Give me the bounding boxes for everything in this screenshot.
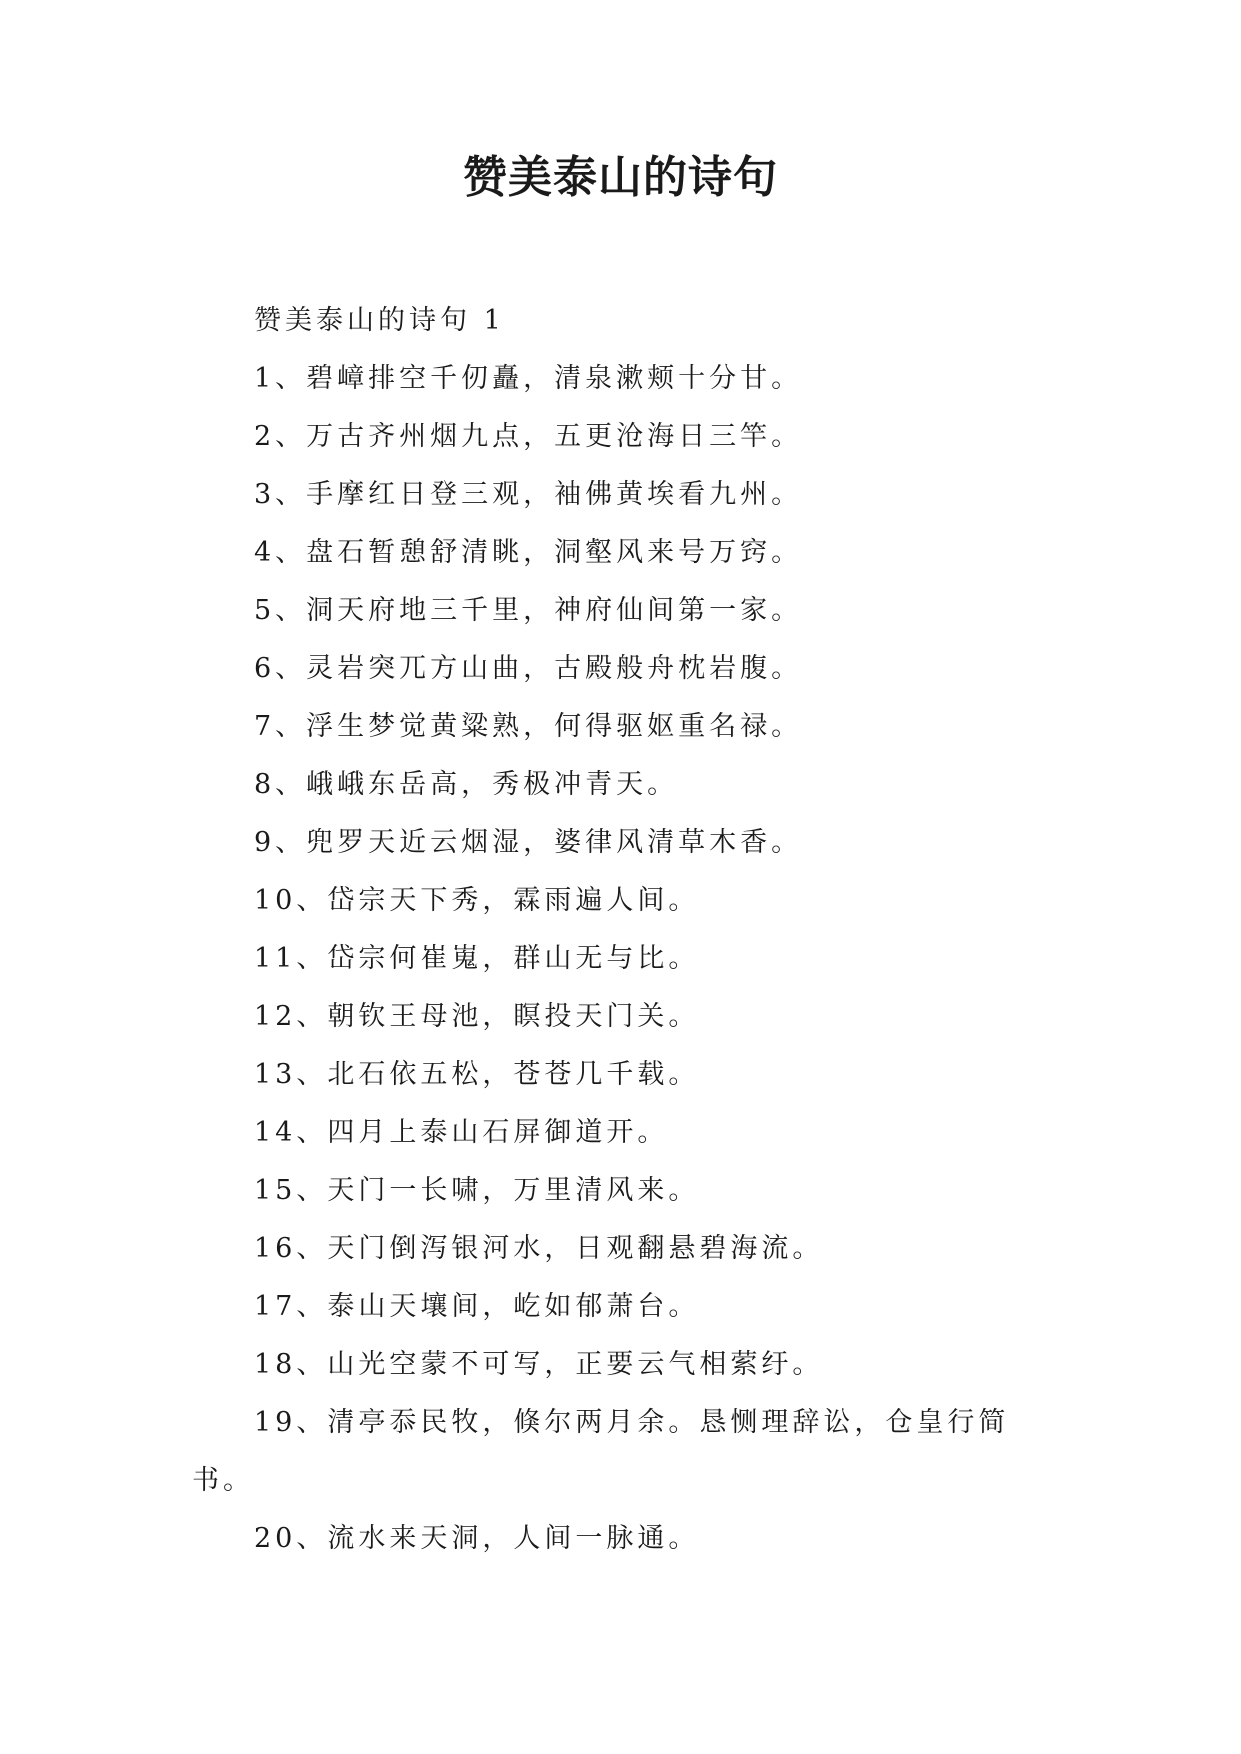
poem-line: 2、万古齐州烟九点，五更沧海日三竿。 bbox=[254, 421, 803, 452]
poem-line: 14、四月上泰山石屏御道开。 bbox=[254, 1117, 669, 1148]
document-body bbox=[192, 292, 1062, 1568]
poem-line: 15、天门一长啸，万里清风来。 bbox=[254, 1175, 700, 1206]
poem-line: 7、浮生梦觉黄粱熟，何得驱妪重名禄。 bbox=[254, 711, 803, 742]
poem-line: 11、岱宗何崔嵬，群山无与比。 bbox=[254, 943, 700, 974]
poem-line: 1、碧嶂排空千仞矗，清泉漱颊十分甘。 bbox=[254, 363, 803, 394]
poem-line: 3、手摩红日登三观，袖佛黄埃看九州。 bbox=[254, 479, 803, 510]
poem-line: 10、岱宗天下秀，霖雨遍人间。 bbox=[254, 885, 700, 916]
poem-line: 18、山光空蒙不可写，正要云气相萦纡。 bbox=[254, 1349, 824, 1380]
poem-line: 20、流水来天洞，人间一脉通。 bbox=[254, 1523, 700, 1554]
poem-line: 19、清亭忝民牧，倏尔两月余。恳恻理辞讼，仓皇行简书。 bbox=[192, 1407, 1010, 1496]
poem-line: 9、兜罗天近云烟湿，婆律风清草木香。 bbox=[254, 827, 803, 858]
poem-line: 4、盘石暂憩舒清眺，洞壑风来号万窍。 bbox=[254, 537, 803, 568]
poem-line: 6、灵岩突兀方山曲，古殿般舟枕岩腹。 bbox=[254, 653, 803, 684]
poem-line: 17、泰山天壤间，屹如郁萧台。 bbox=[254, 1291, 700, 1322]
poem-line: 8、峨峨东岳高，秀极冲青天。 bbox=[254, 769, 679, 800]
poem-line: 13、北石依五松，苍苍几千载。 bbox=[254, 1059, 700, 1090]
poem-line: 12、朝钦王母池，瞑投天门关。 bbox=[254, 1001, 700, 1032]
poem-line: 16、天门倒泻银河水，日观翻悬碧海流。 bbox=[254, 1233, 824, 1264]
document-title: 赞美泰山的诗句 bbox=[463, 152, 778, 203]
section-heading: 赞美泰山的诗句 1 bbox=[254, 305, 505, 336]
poem-line: 5、洞天府地三千里，神府仙间第一家。 bbox=[254, 595, 803, 626]
